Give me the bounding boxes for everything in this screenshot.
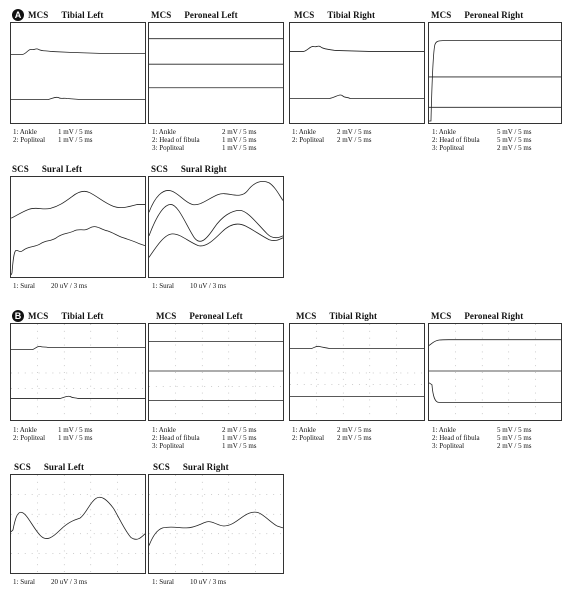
- method-label: MCS: [151, 10, 172, 20]
- trace-sural-lower: [11, 227, 145, 275]
- method-label: MCS: [431, 10, 452, 20]
- legend-scale: 2 mV / 5 ms: [497, 144, 532, 152]
- waveform-plot: [429, 324, 561, 420]
- nerve-label: Peroneal Left: [189, 311, 243, 321]
- b-tibial-right-title: [296, 311, 377, 321]
- waveform-plot: [149, 475, 283, 573]
- a-tibial-left-trace: [10, 22, 146, 124]
- waveform-plot: [290, 23, 424, 123]
- nerve-label: Sural Left: [43, 462, 85, 472]
- legend-scale: 2 mV / 5 ms: [337, 426, 372, 434]
- legend-label: 1: Ankle: [13, 128, 37, 136]
- legend-label: 1: Ankle: [292, 128, 316, 136]
- nerve-label: Sural Left: [41, 164, 83, 174]
- a-tibial-right-legend: [292, 128, 422, 144]
- section-b-badge: B: [12, 310, 24, 322]
- a-peroneal-left-legend: [152, 128, 282, 152]
- b-sural-right-title: [153, 462, 229, 472]
- nerve-label: Peroneal Left: [184, 10, 238, 20]
- legend-scale: 10 uV / 3 ms: [190, 282, 227, 290]
- nerve-label: Sural Right: [180, 164, 227, 174]
- legend-scale: 1 mV / 5 ms: [222, 136, 257, 144]
- legend-scale: 1 mV / 5 ms: [222, 434, 257, 442]
- legend-label: 1: Ankle: [152, 128, 176, 136]
- legend-label: 1: Ankle: [432, 426, 456, 434]
- legend-label: 1: Ankle: [432, 128, 456, 136]
- grid-dots: [11, 475, 145, 573]
- waveform-plot: [11, 23, 145, 123]
- waveform-plot: [11, 324, 145, 420]
- a-sural-left-legend: [13, 282, 143, 290]
- b-peroneal-left-title: [156, 311, 243, 321]
- method-label: SCS: [153, 462, 170, 472]
- trace-ankle: [11, 49, 145, 55]
- legend-label: 3: Popliteal: [432, 442, 465, 450]
- b-peroneal-left-legend: [152, 426, 282, 450]
- legend-label: 1: Sural: [13, 282, 35, 290]
- trace-popliteal: [290, 95, 424, 98]
- legend-scale: 20 uV / 3 ms: [51, 282, 88, 290]
- b-peroneal-right-trace: [428, 323, 562, 421]
- legend-scale: 1 mV / 5 ms: [58, 434, 93, 442]
- legend-scale: 20 uV / 3 ms: [51, 578, 88, 586]
- legend-scale: 2 mV / 5 ms: [337, 128, 372, 136]
- legend-scale: 1 mV / 5 ms: [58, 128, 93, 136]
- method-label: MCS: [28, 10, 49, 20]
- a-tibial-left-title: [28, 10, 104, 20]
- a-sural-left-title: [12, 164, 82, 174]
- nerve-label: Tibial Left: [61, 10, 104, 20]
- a-sural-right-title: [151, 164, 227, 174]
- a-peroneal-right-title: [431, 10, 523, 20]
- method-label: MCS: [294, 10, 315, 20]
- b-sural-left-trace: [10, 474, 146, 574]
- b-sural-right-trace: [148, 474, 284, 574]
- method-label: SCS: [151, 164, 168, 174]
- b-tibial-left-title: [28, 311, 104, 321]
- a-sural-right-trace: [148, 176, 284, 278]
- legend-scale: 5 mV / 5 ms: [497, 128, 532, 136]
- legend-label: 2: Popliteal: [13, 434, 46, 442]
- trace-ankle: [290, 46, 424, 51]
- a-peroneal-left-title: [151, 10, 238, 20]
- legend-scale: 5 mV / 5 ms: [497, 426, 532, 434]
- waveform-plot: [149, 23, 283, 123]
- nerve-label: Tibial Left: [61, 311, 104, 321]
- legend-scale: 1 mV / 5 ms: [222, 442, 257, 450]
- legend-scale: 5 mV / 5 ms: [497, 434, 532, 442]
- waveform-plot: [11, 475, 145, 573]
- b-tibial-right-legend: [292, 426, 422, 442]
- legend-scale: 1 mV / 5 ms: [58, 426, 93, 434]
- nerve-label: Peroneal Right: [464, 311, 524, 321]
- nerve-label: Peroneal Right: [464, 10, 524, 20]
- trace-ankle: [11, 346, 145, 349]
- method-label: SCS: [14, 462, 31, 472]
- b-tibial-left-trace: [10, 323, 146, 421]
- trace-ankle: [429, 41, 561, 121]
- trace-sural-1: [149, 181, 283, 212]
- legend-label: 1: Sural: [13, 578, 35, 586]
- method-label: MCS: [156, 311, 177, 321]
- legend-scale: 2 mV / 5 ms: [337, 136, 372, 144]
- legend-scale: 2 mV / 5 ms: [222, 128, 257, 136]
- legend-label: 2: Head of fibula: [432, 434, 480, 442]
- waveform-plot: [149, 177, 283, 277]
- a-sural-right-legend: [152, 282, 282, 290]
- method-label: SCS: [12, 164, 29, 174]
- trace-popliteal: [11, 97, 145, 99]
- legend-label: 1: Ankle: [292, 426, 316, 434]
- legend-scale: 1 mV / 5 ms: [222, 144, 257, 152]
- waveform-plot: [11, 177, 145, 277]
- legend-label: 1: Sural: [152, 282, 174, 290]
- grid-dots: [290, 324, 424, 420]
- b-tibial-right-trace: [289, 323, 425, 421]
- legend-label: 2: Head of fibula: [432, 136, 480, 144]
- waveform-plot: [149, 324, 283, 420]
- grid-dots: [456, 324, 536, 420]
- trace-sural-upper: [11, 191, 145, 218]
- trace-ankle: [429, 340, 561, 346]
- nerve-label: Sural Right: [182, 462, 229, 472]
- nerve-label: Tibial Right: [329, 311, 378, 321]
- nerve-label: Tibial Right: [327, 10, 376, 20]
- a-tibial-left-legend: [13, 128, 143, 144]
- b-sural-left-title: [14, 462, 84, 472]
- legend-label: 2: Popliteal: [292, 136, 325, 144]
- legend-label: 3: Popliteal: [152, 144, 185, 152]
- trace-sural: [11, 497, 145, 539]
- method-label: MCS: [431, 311, 452, 321]
- legend-label: 2: Popliteal: [13, 136, 46, 144]
- legend-scale: 2 mV / 5 ms: [337, 434, 372, 442]
- trace-popliteal: [429, 383, 561, 403]
- legend-label: 2: Popliteal: [292, 434, 325, 442]
- b-peroneal-right-title: [431, 311, 523, 321]
- section-a-badge: A: [12, 9, 24, 21]
- grid-dots: [149, 324, 283, 420]
- trace-ankle: [290, 346, 424, 348]
- legend-label: 3: Popliteal: [432, 144, 465, 152]
- legend-scale: 5 mV / 5 ms: [497, 136, 532, 144]
- trace-sural: [149, 512, 283, 545]
- a-tibial-right-title: [294, 10, 375, 20]
- legend-scale: 2 mV / 5 ms: [497, 442, 532, 450]
- a-tibial-right-trace: [289, 22, 425, 124]
- trace-popliteal: [11, 396, 145, 398]
- a-peroneal-right-trace: [428, 22, 562, 124]
- b-peroneal-left-trace: [148, 323, 284, 421]
- a-peroneal-right-legend: [432, 128, 562, 152]
- legend-label: 2: Head of fibula: [152, 434, 200, 442]
- waveform-plot: [290, 324, 424, 420]
- method-label: MCS: [296, 311, 317, 321]
- method-label: MCS: [28, 311, 49, 321]
- a-sural-left-trace: [10, 176, 146, 278]
- b-peroneal-right-legend: [432, 426, 562, 450]
- b-tibial-left-legend: [13, 426, 143, 442]
- legend-label: 1: Ankle: [152, 426, 176, 434]
- b-sural-right-legend: [152, 578, 282, 586]
- legend-label: 1: Ankle: [13, 426, 37, 434]
- legend-scale: 2 mV / 5 ms: [222, 426, 257, 434]
- a-peroneal-left-trace: [148, 22, 284, 124]
- b-sural-left-legend: [13, 578, 143, 586]
- legend-scale: 1 mV / 5 ms: [58, 136, 93, 144]
- grid-dots: [11, 324, 145, 420]
- legend-label: 1: Sural: [152, 578, 174, 586]
- legend-label: 2: Head of fibula: [152, 136, 200, 144]
- waveform-plot: [429, 23, 561, 123]
- legend-label: 3: Popliteal: [152, 442, 185, 450]
- legend-scale: 10 uV / 3 ms: [190, 578, 227, 586]
